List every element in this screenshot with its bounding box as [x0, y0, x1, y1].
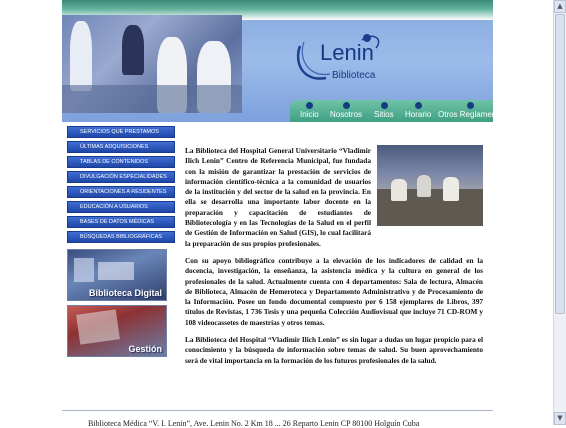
main-nav [290, 100, 503, 122]
menu-adquisiciones[interactable]: ÚLTIMAS ADQUISICIONES [67, 141, 175, 153]
nav-horario[interactable] [405, 110, 431, 119]
menu-orientaciones[interactable]: ORIENTACIONES A RESIDENTES [67, 186, 175, 198]
scroll-up-icon[interactable]: ▲ [554, 0, 566, 13]
header-photo [62, 15, 242, 113]
closing-paragraph: La Biblioteca del Hospital “Vladimir Ilich Lenin” es sin lugar a dudas un lugar propicio para el conocimiento y la búsqueda de información sobre temas de salud. Su buen aprovechamiento será de vital importancia en la formación de los futuros profesionales de la salud. [185, 335, 483, 365]
nav-nosotros[interactable] [330, 110, 362, 119]
reading-room-photo [377, 145, 483, 226]
nav-label: Inicio [300, 110, 319, 119]
scroll-down-icon[interactable]: ▼ [554, 412, 566, 425]
biblioteca-digital-banner[interactable] [67, 249, 167, 301]
menu-tablas-contenidos[interactable]: TABLAS DE CONTENIDOS [67, 156, 175, 168]
nav-label: Otros Reglamento [438, 110, 503, 119]
menu-busquedas[interactable]: BÚSQUEDAS BIBLIOGRÁFICAS [67, 231, 175, 243]
menu-servicios[interactable]: SERVICIOS QUE PRESTAMOS [67, 126, 175, 138]
lenin-logo[interactable] [292, 28, 412, 88]
intro-paragraph: La Biblioteca del Hospital General Universitario “Vladimir Ilich Lenin” Centro de Referencia Municipal, fue fundada con la misión de garantizar la prestación de servicios de información científico-técnica a la comunidad de usuarios de la institución y del sector de la salud en la provincia. En ella se desarrolla una importante labor docente en la preparación y capacitación de estudiantes de Bibliotecología y en las Tecnologías de la Salud en el perfil de Gestión de Información en Salud (GIS), lo cual facilitará la preparación de sus propios profesionales. [185, 146, 371, 248]
menu-bases-datos[interactable]: BASES DE DATOS MÉDICAS [67, 216, 175, 228]
nav-dot-icon [381, 102, 388, 109]
services-paragraph: Con su apoyo bibliográfico contribuye a la elevación de los indicadores de calidad en la docencia, investigación, la enseñanza, la asistencia médica y la cultura en general de los profesionales de la salud. Actualmente cuenta con 4 departamentos: Sala de lectura, Almacén de Biblioteca, Almacén de Hemeroteca y Departamento Administrativo y de Procesamiento de la Información. Posee un fondo documental compuesto por 6 158 ejemplares de Libros, 397 títulos de Revistas, 1 736 Tesis y una pequeña Colección Audiovisual que incluye 71 CD-ROM y 108 videocassetes de maestrías y otros temas. [185, 255, 483, 327]
nav-dot-icon [467, 102, 474, 109]
logo-subtitle: Biblioteca [332, 70, 376, 81]
side-menu [67, 126, 175, 246]
menu-educacion[interactable]: EDUCACIÓN A USUARIOS [67, 201, 175, 213]
scroll-thumb[interactable] [555, 14, 565, 314]
nav-label: Sitios [374, 110, 394, 119]
nav-label: Nosotros [330, 110, 363, 119]
main-content [185, 146, 483, 373]
gestion-label: Gestión [128, 344, 162, 354]
menu-divulgacion[interactable]: DIVULGACIÓN ESPECIALIDADES [67, 171, 175, 183]
nav-inicio[interactable] [300, 110, 319, 119]
footer-address: Biblioteca Médica “V. I. Lenin”, Ave. Lenin No. 2 Km 18 ... 26 Reparto Lenin CP 80100 Holguín Cuba [88, 419, 420, 428]
footer-divider [62, 410, 493, 411]
site-header [62, 0, 503, 122]
logo-title: Lenin [320, 40, 374, 65]
nav-sitios[interactable] [374, 110, 394, 119]
nav-label: Horario [405, 110, 432, 119]
gestion-banner[interactable] [67, 305, 167, 357]
nav-dot-icon [343, 102, 350, 109]
nav-dot-icon [306, 102, 313, 109]
nav-dot-icon [415, 102, 422, 109]
nav-reglamento[interactable] [438, 110, 503, 119]
biblioteca-digital-label: Biblioteca Digital [88, 288, 162, 298]
vertical-scrollbar[interactable] [553, 0, 566, 425]
